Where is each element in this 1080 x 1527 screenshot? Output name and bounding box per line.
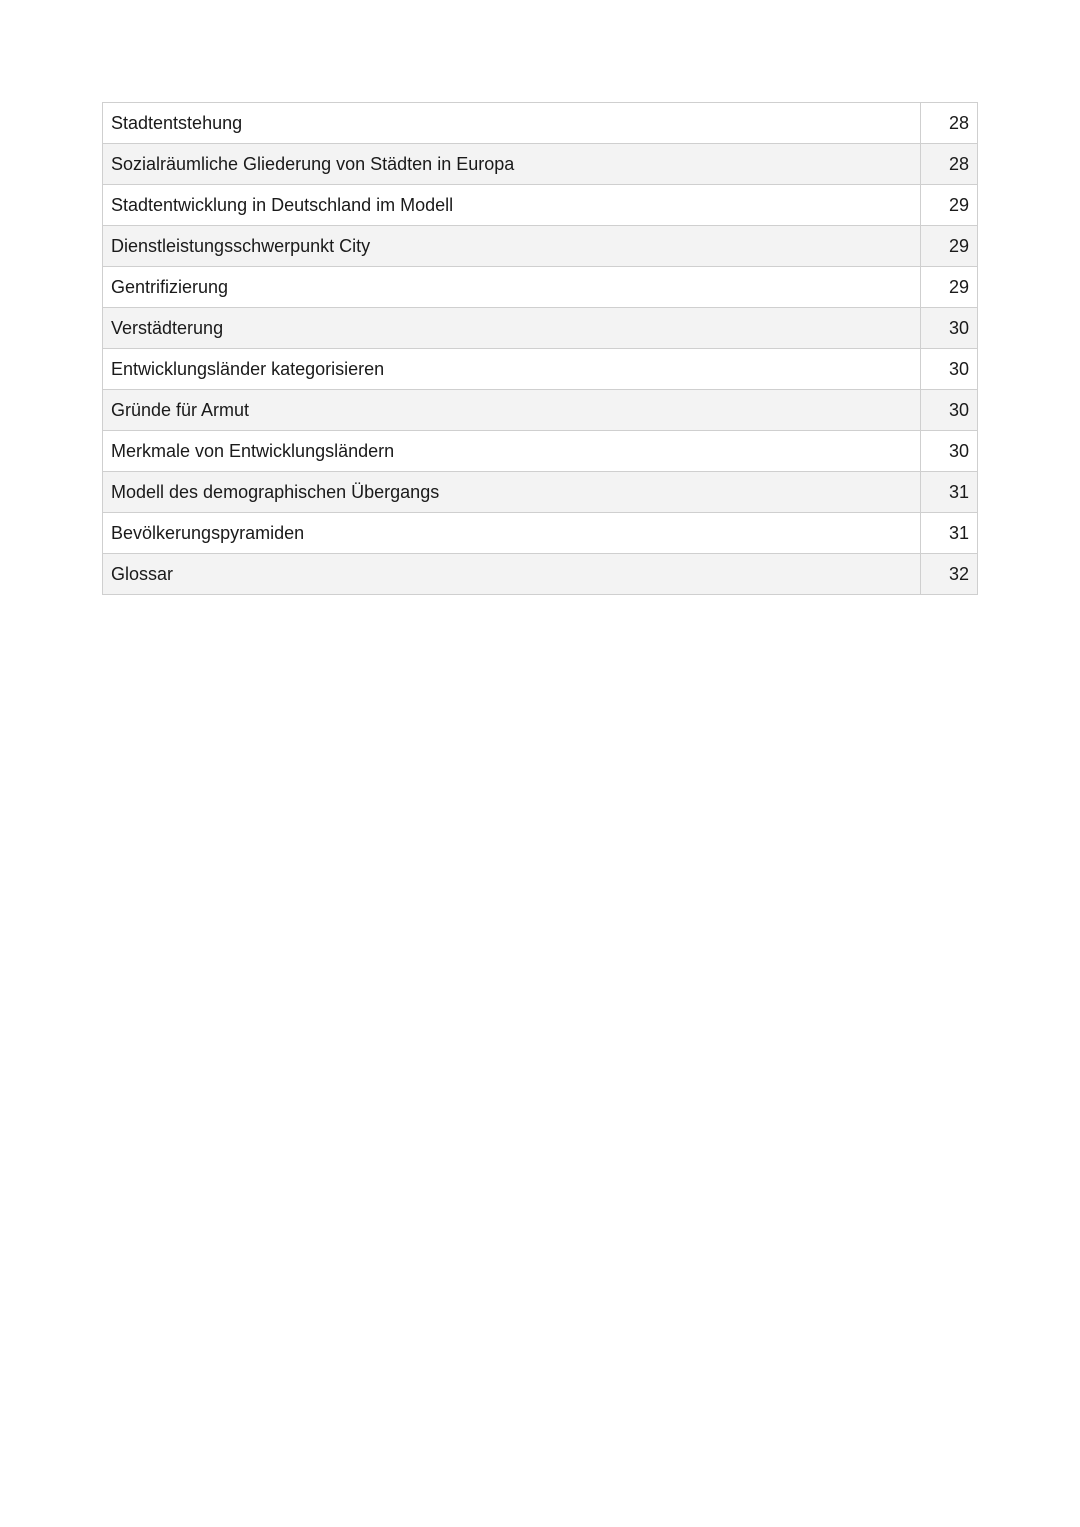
table-row [103, 390, 978, 431]
toc-title: Stadtentstehung [103, 103, 921, 144]
toc-page-number: 29 [921, 226, 978, 267]
toc-page-number: 30 [921, 390, 978, 431]
toc-page-number: 30 [921, 308, 978, 349]
table-of-contents [102, 102, 978, 595]
table-row [103, 267, 978, 308]
toc-page-number: 30 [921, 349, 978, 390]
toc-page-number: 28 [921, 103, 978, 144]
toc-title: Verstädterung [103, 308, 921, 349]
toc-title: Entwicklungsländer kategorisieren [103, 349, 921, 390]
toc-title: Gründe für Armut [103, 390, 921, 431]
toc-title: Modell des demographischen Übergangs [103, 472, 921, 513]
toc-page-number: 28 [921, 144, 978, 185]
toc-page-number: 29 [921, 185, 978, 226]
toc-title: Glossar [103, 554, 921, 595]
toc-title: Bevölkerungspyramiden [103, 513, 921, 554]
toc-page-number: 31 [921, 472, 978, 513]
toc-title: Stadtentwicklung in Deutschland im Modell [103, 185, 921, 226]
table-row [103, 349, 978, 390]
toc-title: Dienstleistungsschwerpunkt City [103, 226, 921, 267]
toc-title: Sozialräumliche Gliederung von Städten in Europa [103, 144, 921, 185]
table-row [103, 308, 978, 349]
table-row [103, 103, 978, 144]
table-row [103, 226, 978, 267]
toc-title: Gentrifizierung [103, 267, 921, 308]
toc-page-number: 32 [921, 554, 978, 595]
toc-title: Merkmale von Entwicklungsländern [103, 431, 921, 472]
toc-page-number: 31 [921, 513, 978, 554]
table-row [103, 185, 978, 226]
table-row [103, 513, 978, 554]
table-row [103, 472, 978, 513]
toc-page-number: 30 [921, 431, 978, 472]
table-row [103, 144, 978, 185]
table-row [103, 554, 978, 595]
table-row [103, 431, 978, 472]
toc-page-number: 29 [921, 267, 978, 308]
